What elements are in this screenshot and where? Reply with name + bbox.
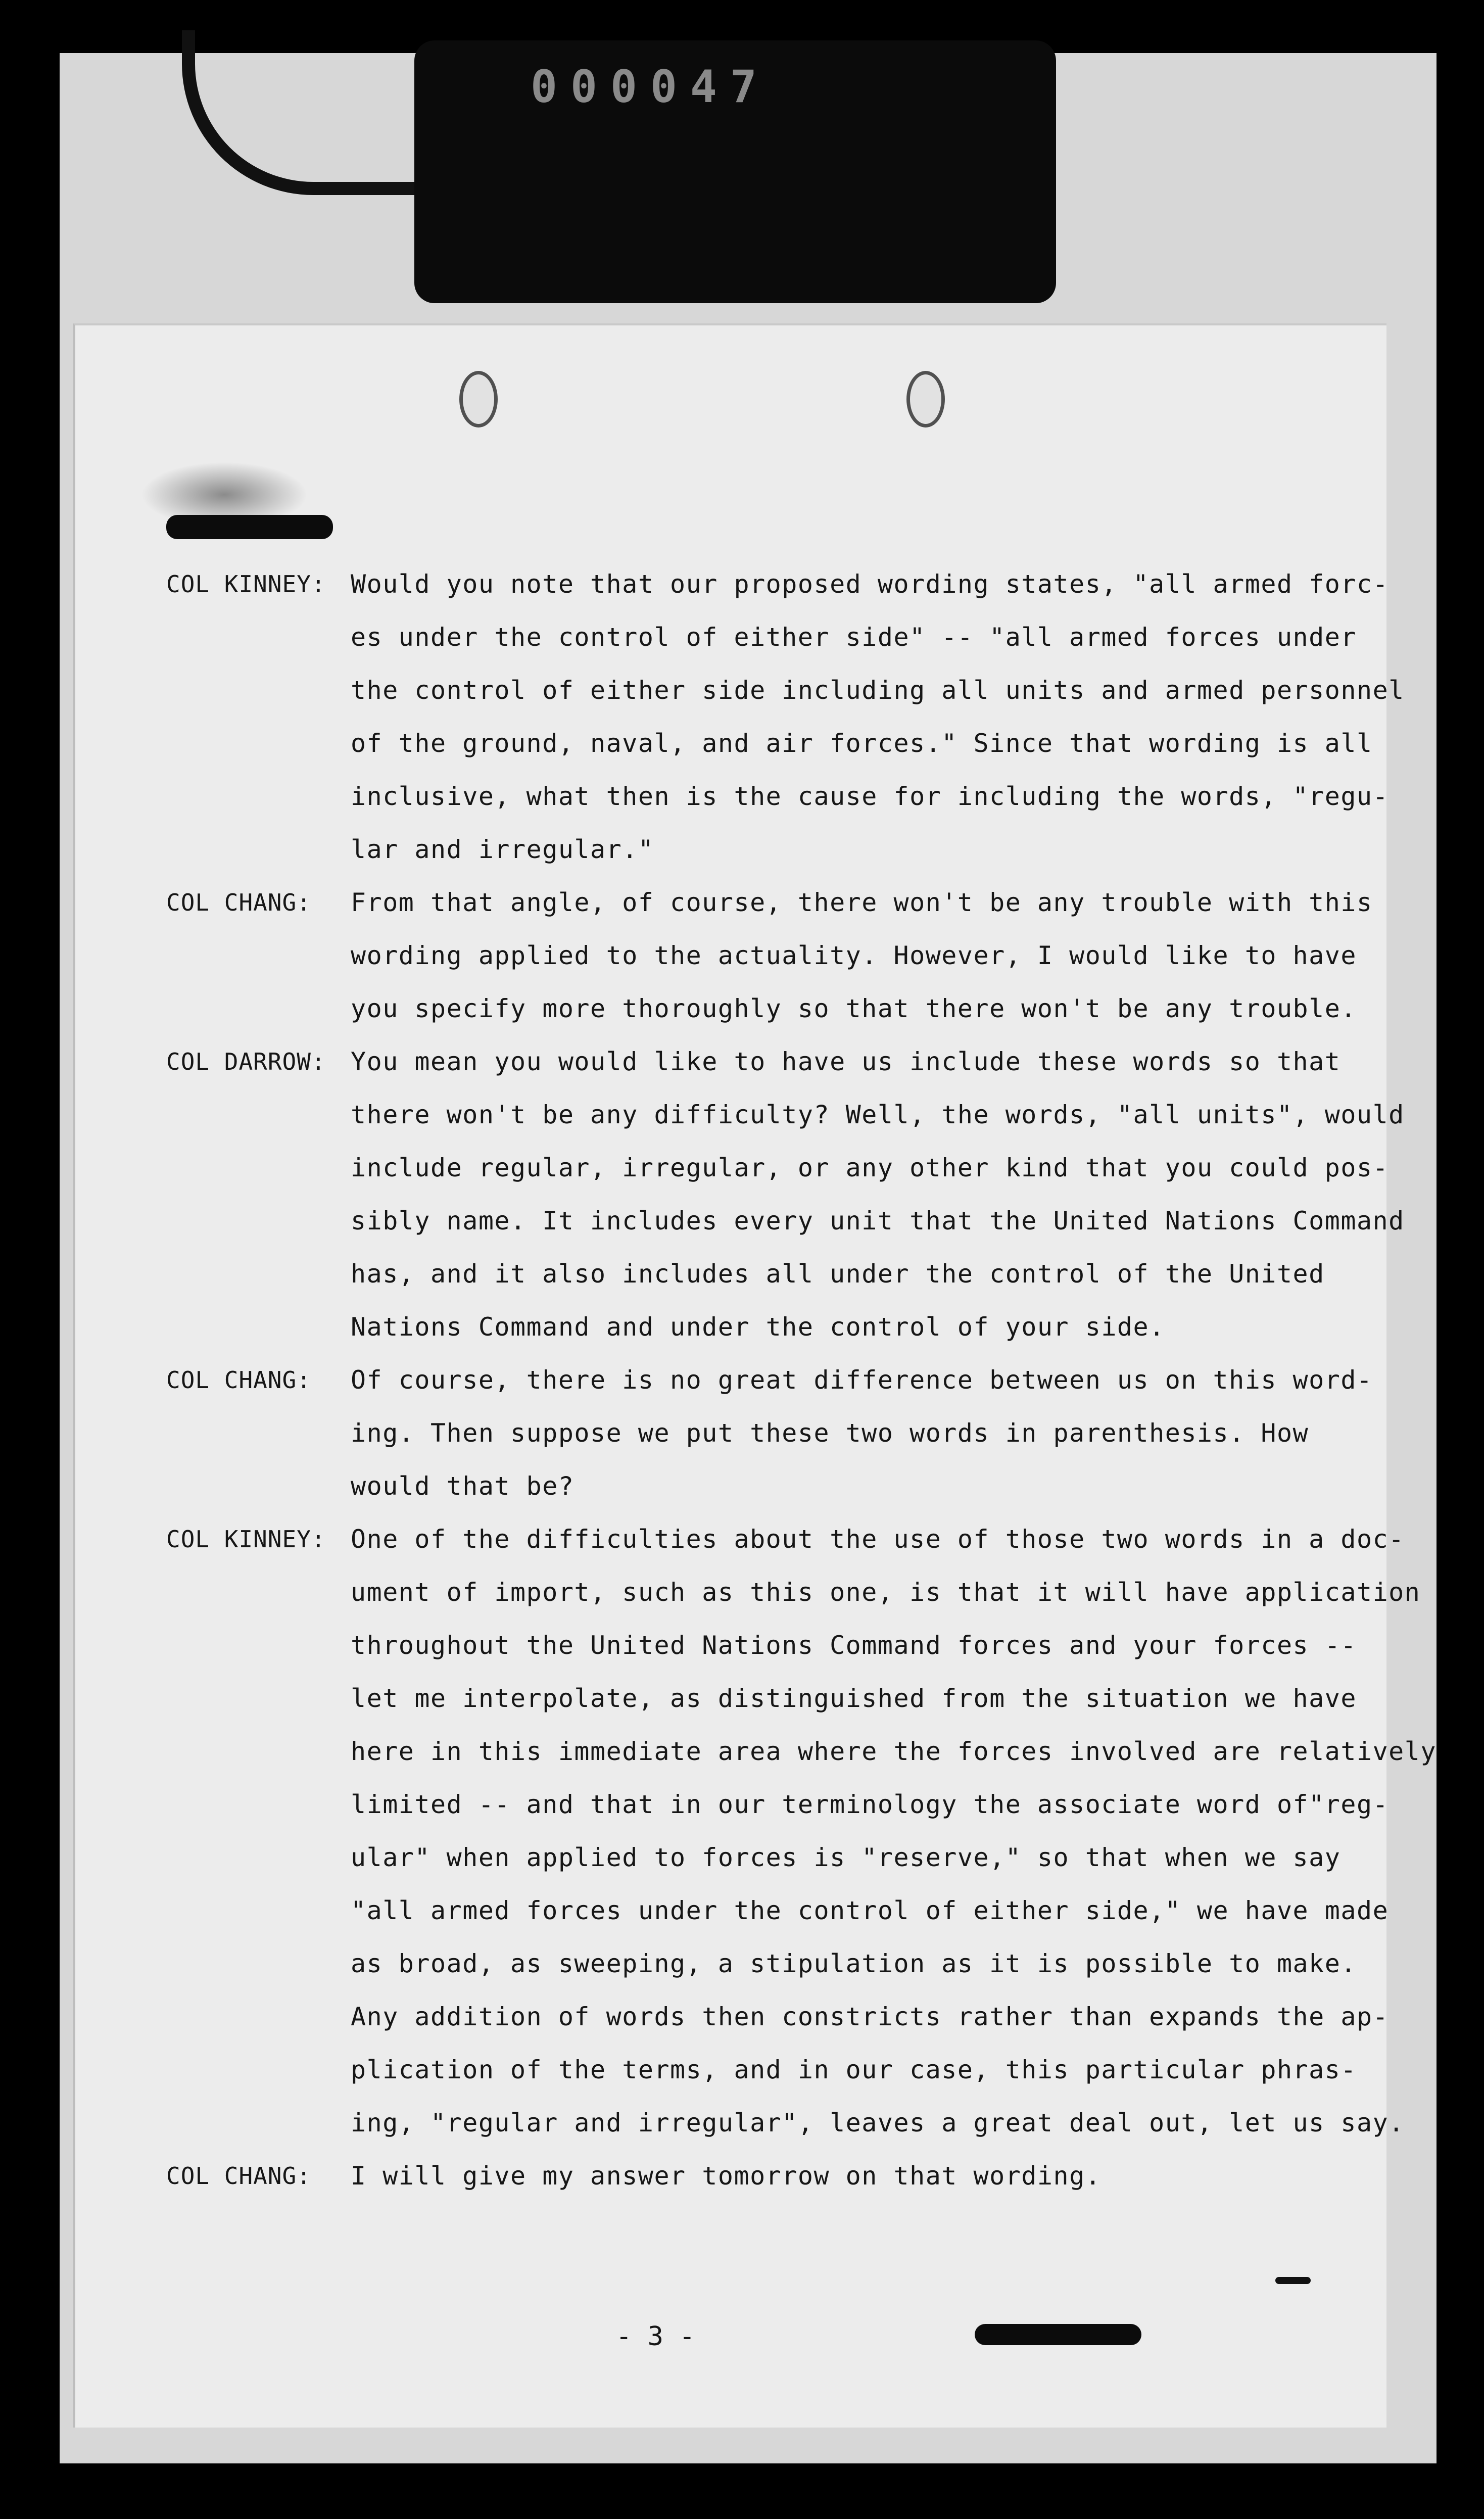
redaction-bar-bottom [975,2324,1141,2345]
speech-line: there won't be any difficulty? Well, the words, "all units", would [351,1100,1405,1129]
speaker-label: COL DARROW: [166,1048,326,1075]
speech-line: limited -- and that in our terminology the associate word of"reg- [351,1790,1389,1819]
document-page [73,323,1437,2428]
speech-text [351,1354,1373,1513]
speech-line: ing, "regular and irregular", leaves a great deal out, let us say. [351,2108,1405,2137]
speech-line: ing. Then suppose we put these two words in parenthesis. How [351,1418,1309,1448]
speech-line: sibly name. It includes every unit that the United Nations Command [351,1206,1405,1235]
speech-line: es under the control of either side" -- "all armed forces under [351,623,1357,652]
speech-line: You mean you would like to have us include these words so that [351,1047,1341,1076]
transcript [166,558,1437,2203]
speech-text [351,1513,1437,2150]
transcript-entry [166,876,1373,1035]
punch-hole-right [906,371,945,427]
speech-line: ument of import, such as this one, is that it will have application [351,1578,1421,1607]
speech-line: plication of the terms, and in our case, this particular phras- [351,2055,1357,2084]
transcript-entry [166,558,1405,876]
speech-line: has, and it also includes all under the control of the United [351,1259,1325,1289]
punch-hole-left [459,371,498,427]
speech-line: you specify more thoroughly so that there won't be any trouble. [351,994,1357,1023]
speech-line: would that be? [351,1471,575,1501]
speech-line: I will give my answer tomorrow on that wording. [351,2161,1102,2191]
speech-line: here in this immediate area where the forces involved are relatively [351,1737,1437,1766]
speech-line: lar and irregular." [351,835,654,864]
speaker-label: COL CHANG: [166,1366,311,1394]
margin-mark [1275,2277,1311,2284]
speech-line: throughout the United Nations Command forces and your forces -- [351,1631,1357,1660]
speech-line: "all armed forces under the control of either side," we have made [351,1896,1389,1925]
speech-line: include regular, irregular, or any other kind that you could pos- [351,1153,1389,1182]
frame-number: 000047 [531,61,770,113]
speech-line: Any addition of words then constricts rather than expands the ap- [351,2002,1389,2031]
speaker-label: COL CHANG: [166,2162,311,2190]
transcript-entry [166,2150,1369,2203]
speech-line: the control of either side including all units and armed personnel [351,676,1405,705]
page-number: - 3 - [616,2321,695,2352]
transcript-entry [166,1513,1437,2150]
speaker-label: COL CHANG: [166,889,311,916]
transcript-entry [166,1035,1405,1354]
speech-text [351,2150,1369,2203]
speech-text [351,876,1373,1035]
speech-line: From that angle, of course, there won't be any trouble with this [351,888,1373,917]
speech-line: inclusive, what then is the cause for including the words, "regu- [351,782,1389,811]
redaction-bar-top [166,515,333,539]
film-counter [414,40,1056,303]
speaker-label: COL KINNEY: [166,571,326,598]
speech-text [351,1035,1405,1354]
speaker-label: COL KINNEY: [166,1526,326,1553]
speech-text [351,558,1405,876]
speech-line: ular" when applied to forces is "reserve," so that when we say [351,1843,1341,1872]
speech-line: of the ground, naval, and air forces." Since that wording is all [351,729,1373,758]
speech-line: as broad, as sweeping, a stipulation as it is possible to make. [351,1949,1357,1978]
speech-line: One of the difficulties about the use of those two words in a doc- [351,1525,1405,1554]
speech-line: Nations Command and under the control of your side. [351,1312,1165,1342]
speech-line: wording applied to the actuality. However, I would like to have [351,941,1357,970]
speech-line: let me interpolate, as distinguished from the situation we have [351,1684,1357,1713]
speech-line: Would you note that our proposed wording states, "all armed forc- [351,569,1389,599]
speech-line: Of course, there is no great difference between us on this word- [351,1365,1373,1395]
transcript-entry [166,1354,1373,1513]
